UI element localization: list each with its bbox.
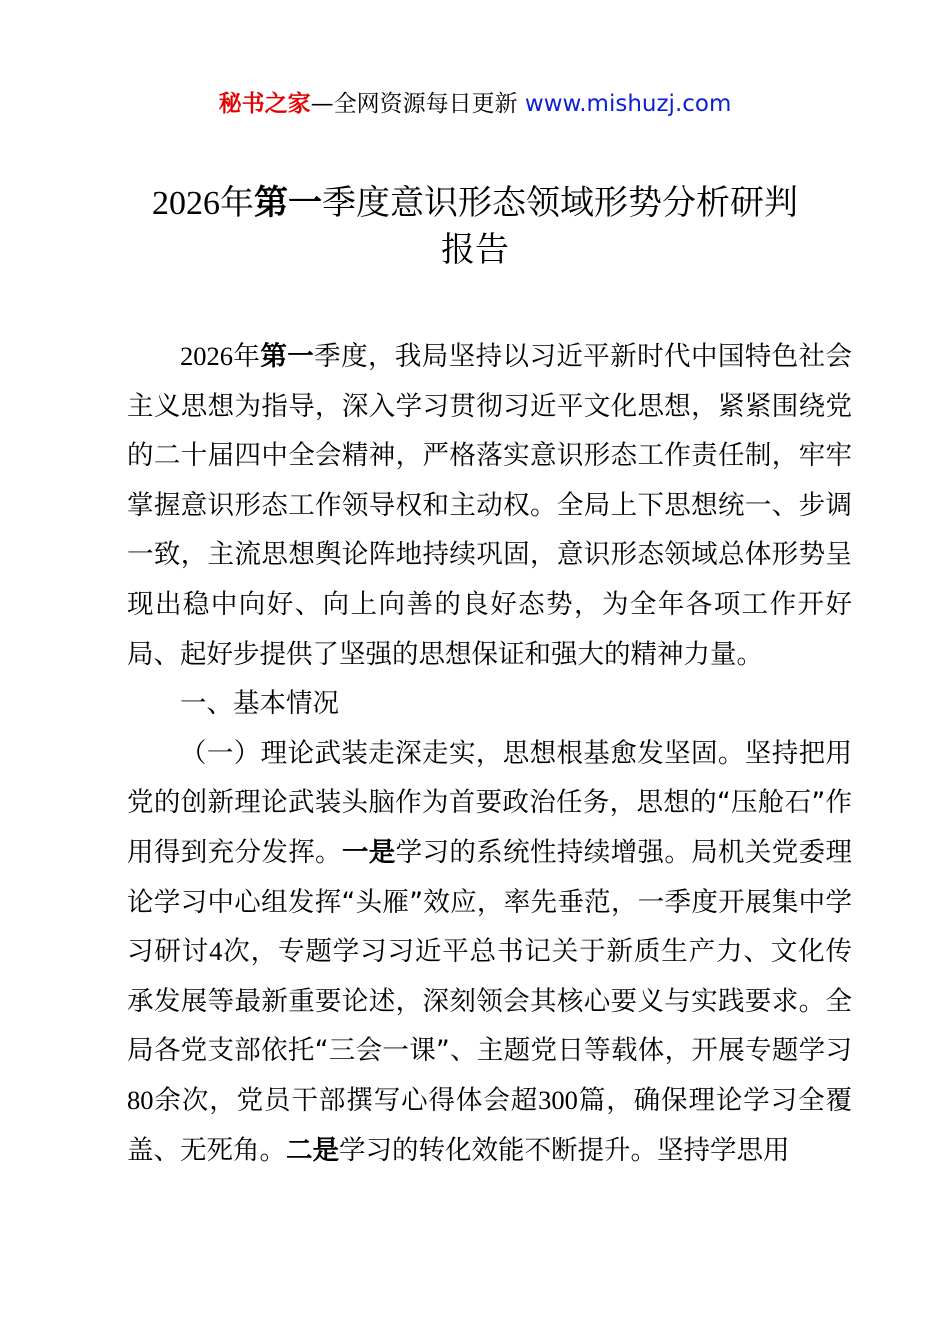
- paragraph-text: 学习的系统性持续增强。局机关党委理论学习中心组发挥“头雁”效应，率先垂范，一季度开展集中学习研讨: [127, 836, 853, 968]
- paragraph-number: 80: [127, 1084, 154, 1115]
- body-paragraph: [127, 729, 852, 1175]
- title-year: 2026: [152, 185, 220, 222]
- paragraph-bold-text: 二是: [286, 1134, 339, 1166]
- title-line-2: 报告: [441, 230, 509, 270]
- document-title: [0, 180, 950, 273]
- header-tagline: —全网资源每日更新: [310, 91, 518, 117]
- site-header: [0, 86, 950, 122]
- section-heading: 一、基本情况: [180, 688, 339, 720]
- paragraph-text: 次，专题学习习近平总书记关于新质生产力、文化传承发展等最新重要论述，深刻领会其核心要义与实践要求。全局各党支部依托“三会一课”、主题党日等载体，开展专题学习: [127, 936, 852, 1067]
- title-line-1: [0, 180, 950, 227]
- intro-paragraph: [127, 332, 852, 679]
- title-text: 季度意识形态领域形势分析研判: [322, 183, 798, 223]
- intro-year: 2026: [180, 341, 233, 371]
- document-body: [127, 332, 852, 1175]
- title-bold-text: 第一: [254, 183, 322, 223]
- header-url-link[interactable]: www.mishuzj.com: [524, 91, 732, 117]
- brand-name: 秘书之家: [218, 91, 311, 117]
- paragraph-number: 300: [538, 1084, 578, 1115]
- paragraph-text: （一）理论武装走深走实，思想根基愈发坚固。坚持把用党的创新理论武装头脑作为首要政治任务，思想的“压舱石”作用得到充分发挥。: [127, 737, 852, 868]
- paragraph-bold-text: 第一: [260, 341, 315, 372]
- paragraph-number: 4: [209, 936, 223, 967]
- paragraph-text: 季度，我局坚持以习近平新时代中国特色社会主义思想为指导，深入学习贯彻习近平文化思想，紧紧围绕党的二十届四中全会精神，严格落实意识形态工作责任制，牢牢掌握意识形态工作领导权和主动权。全局上下思想统一、步调一致，主流思想舆论阵地持续巩固，意识形态领域总体形势呈现出稳中向好、向上向善的良好态势，为全年各项工作开好局、起好步提供了坚强的思想保证和强大的精神力量。: [127, 341, 853, 670]
- paragraph-text: 年: [233, 341, 261, 372]
- paragraph-text: 学习的转化效能不断提升。坚持学思用: [339, 1134, 790, 1166]
- paragraph-text: 篇，确保理论学习全覆盖、无死角。: [127, 1084, 853, 1166]
- paragraph-text: 余次，党员干部撰写心得体会超: [153, 1084, 539, 1116]
- paragraph-bold-text: 一是: [341, 836, 396, 868]
- title-text: 年: [220, 183, 254, 223]
